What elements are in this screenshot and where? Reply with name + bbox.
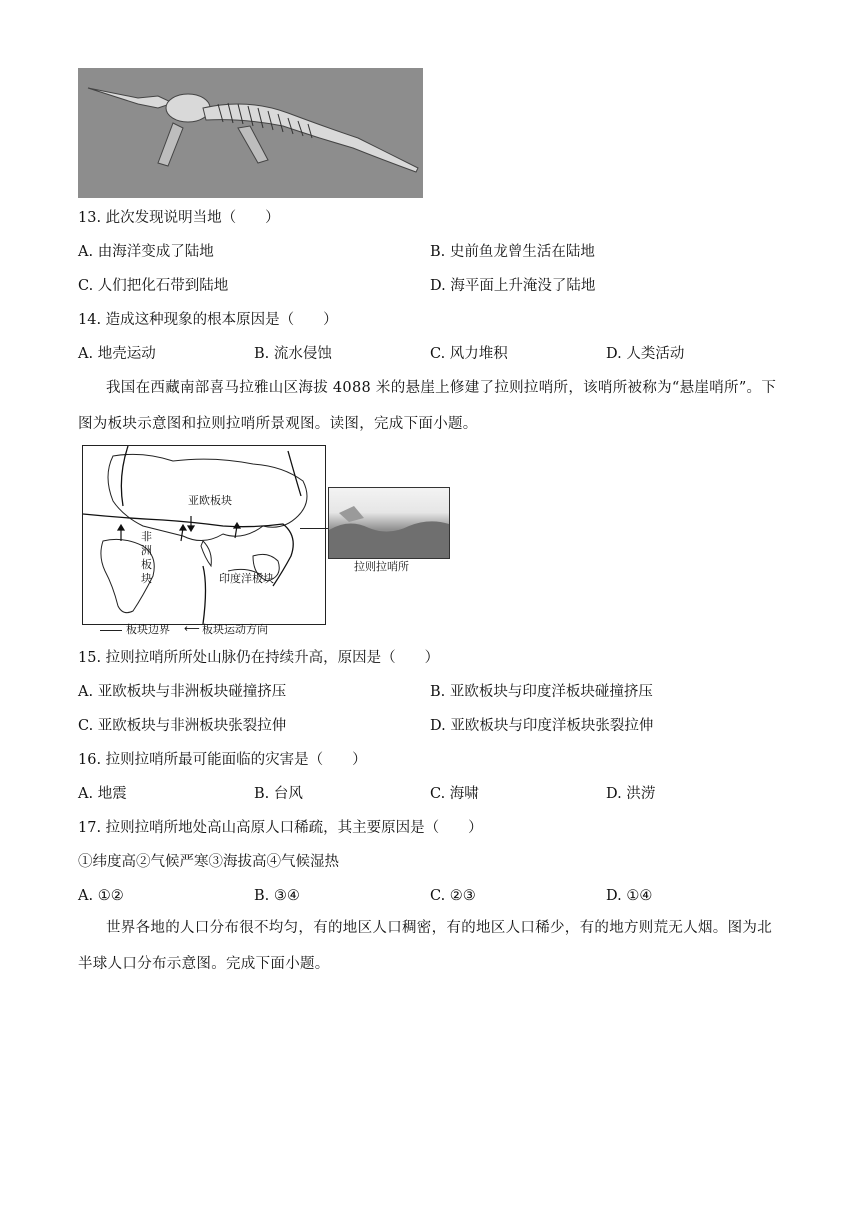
connector-line [300, 528, 330, 529]
q15-option-c[interactable]: C. 亚欧板块与非洲板块张裂拉伸 [78, 718, 287, 734]
q14-option-c[interactable]: C. 风力堆积 [430, 346, 508, 362]
label-indian-plate: 印度洋板块 [219, 572, 274, 585]
q15-option-b[interactable]: B. 亚欧板块与印度洋板块碰撞挤压 [430, 684, 653, 700]
legend-boundary-line [100, 630, 122, 631]
plate-map [82, 445, 326, 625]
q14-option-d[interactable]: D. 人类活动 [606, 346, 685, 362]
q13-option-d[interactable]: D. 海平面上升淹没了陆地 [430, 278, 596, 294]
q14-stem: 14. 造成这种现象的根本原因是（ ） [78, 312, 338, 328]
label-africa-plate: 非洲板块 [141, 530, 152, 585]
q17-option-d[interactable]: D. ①④ [606, 888, 653, 904]
label-eurasia-plate: 亚欧板块 [188, 494, 232, 507]
q17-option-a[interactable]: A. ①② [78, 888, 124, 904]
legend-motion-label: 板块运动方向 [202, 623, 268, 636]
photo-caption: 拉则拉哨所 [354, 560, 409, 573]
q14-option-a[interactable]: A. 地壳运动 [78, 346, 156, 362]
q16-option-b[interactable]: B. 台风 [254, 786, 303, 802]
q17-stem: 17. 拉则拉哨所地处高山高原人口稀疏，其主要原因是（ ） [78, 820, 483, 836]
outpost-photo [328, 487, 450, 559]
q16-option-d[interactable]: D. 洪涝 [606, 786, 656, 802]
q14-option-b[interactable]: B. 流水侵蚀 [254, 346, 332, 362]
q13-option-a[interactable]: A. 由海洋变成了陆地 [78, 244, 214, 260]
q15-option-d[interactable]: D. 亚欧板块与印度洋板块张裂拉伸 [430, 718, 654, 734]
intro-paragraph-2: 世界各地的人口分布很不均匀，有的地区人口稠密，有的地区人口稀少，有的地方则荒无人烟。图为北半球人口分布示意图。完成下面小题。 [78, 920, 772, 972]
q13-option-b[interactable]: B. 史前鱼龙曾生活在陆地 [430, 244, 595, 260]
q15-option-a[interactable]: A. 亚欧板块与非洲板块碰撞挤压 [78, 684, 287, 700]
q17-option-c[interactable]: C. ②③ [430, 888, 476, 904]
ichthyosaur-fossil-image [78, 68, 423, 198]
q16-stem: 16. 拉则拉哨所最可能面临的灾害是（ ） [78, 752, 367, 768]
q16-option-a[interactable]: A. 地震 [78, 786, 127, 802]
q17-option-b[interactable]: B. ③④ [254, 888, 300, 904]
q15-stem: 15. 拉则拉哨所所处山脉仍在持续升高，原因是（ ） [78, 650, 440, 666]
q17-statements: ①纬度高②气候严寒③海拔高④气候湿热 [78, 854, 339, 870]
legend-boundary-label: 板块边界 [126, 623, 170, 636]
q13-stem: 13. 此次发现说明当地（ ） [78, 210, 280, 226]
legend-arrow-icon: ⟵ [184, 622, 200, 635]
q16-option-c[interactable]: C. 海啸 [430, 786, 479, 802]
q13-option-c[interactable]: C. 人们把化石带到陆地 [78, 278, 229, 294]
intro-paragraph-1: 我国在西藏南部喜马拉雅山区海拔 4088 米的悬崖上修建了拉则拉哨所，该哨所被称为“悬崖哨所”。下图为板块示意图和拉则拉哨所景观图。读图，完成下面小题。 [78, 380, 777, 432]
